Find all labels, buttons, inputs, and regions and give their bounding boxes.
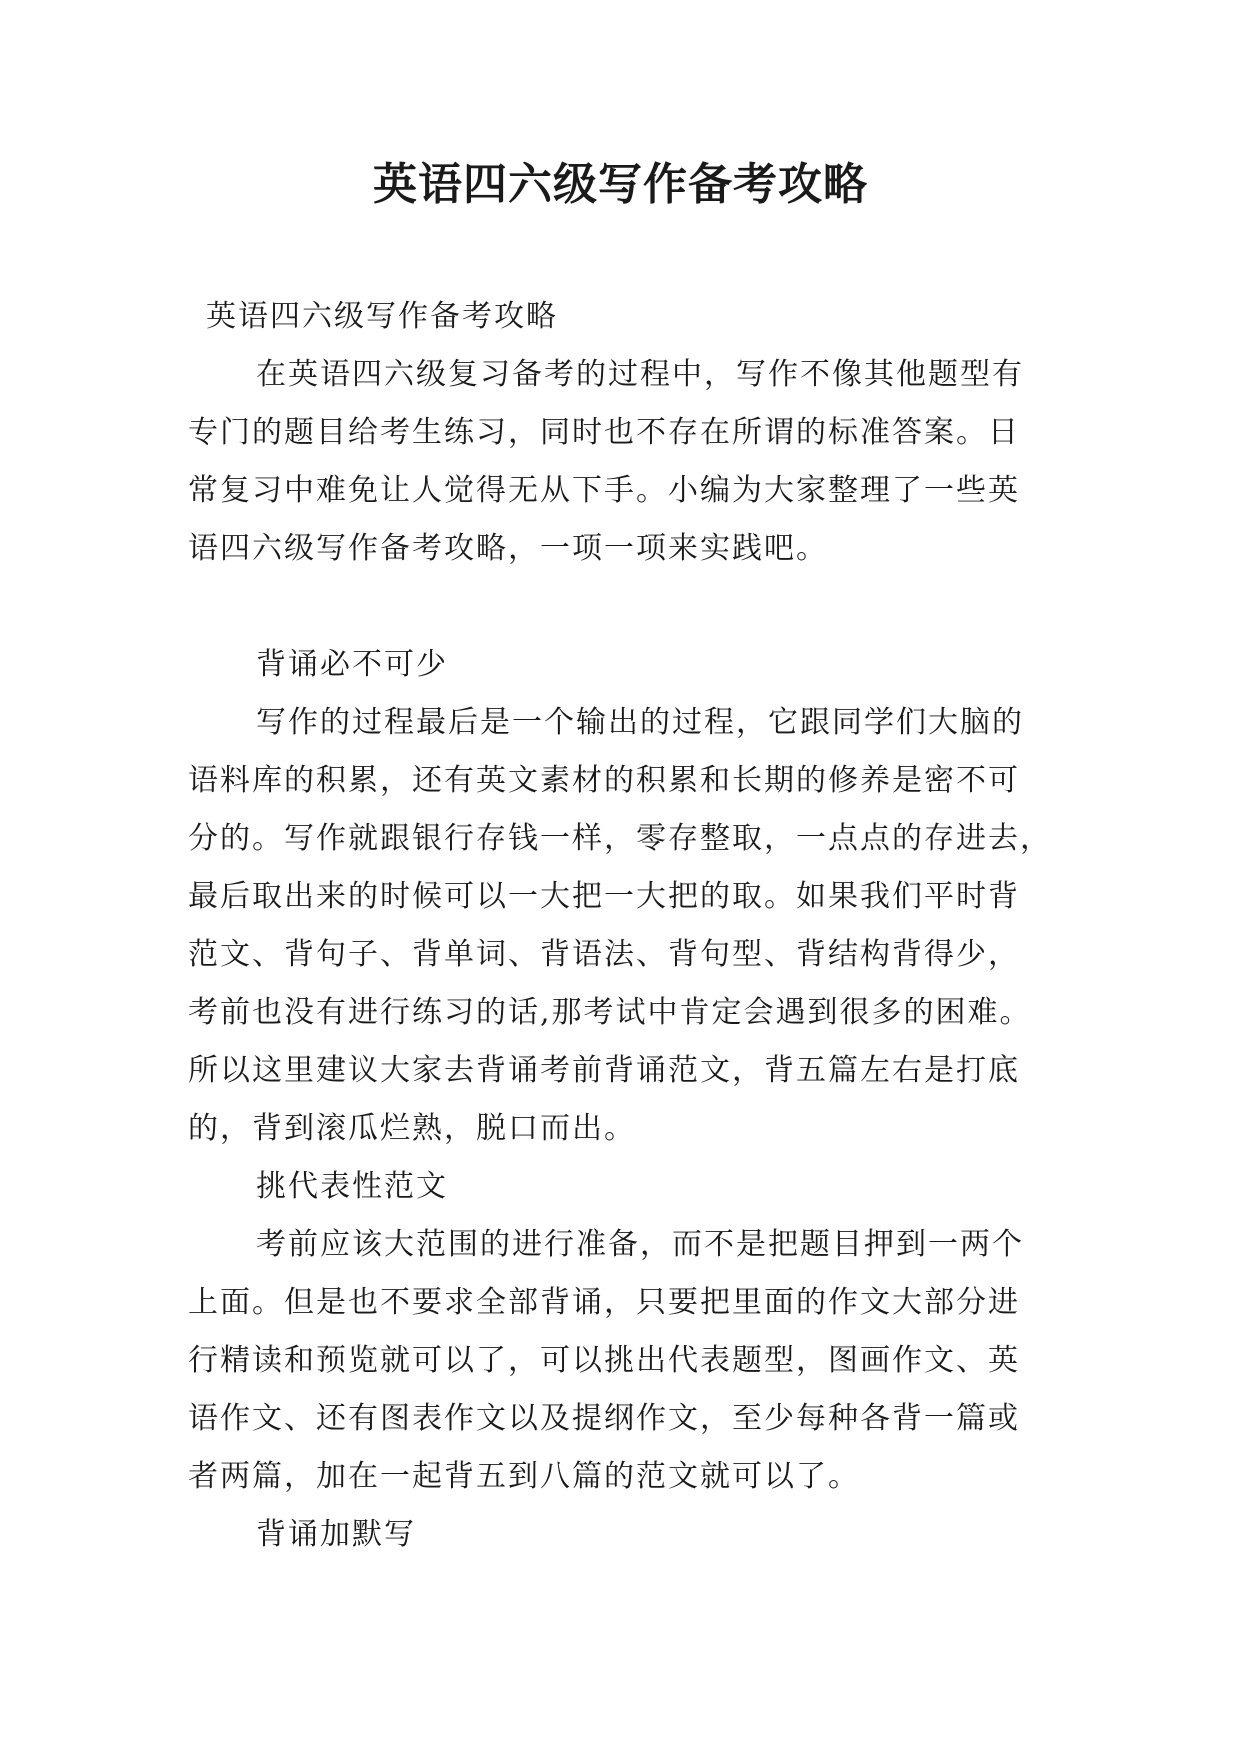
paragraph-line: 分的。写作就跟银行存钱一样，零存整取，一点点的存进去，: [188, 821, 1052, 856]
paragraph-line: 最后取出来的时候可以一大把一大把的取。如果我们平时背: [188, 879, 1020, 914]
paragraph-line: 所以这里建议大家去背诵考前背诵范文，背五篇左右是打底: [188, 1053, 1020, 1088]
paragraph-line: 考前应该大范围的进行准备，而不是把题目押到一两个: [256, 1227, 1024, 1262]
paragraph-line: 写作的过程最后是一个输出的过程，它跟同学们大脑的: [256, 705, 1024, 740]
intro-line: 专门的题目给考生练习，同时也不存在所谓的标准答案。日: [188, 415, 1020, 450]
section-recite-paragraph: [188, 694, 1068, 1158]
intro-line: 语四六级写作备考攻略，一项一项来实践吧。: [188, 531, 828, 566]
intro-line: 常复习中难免让人觉得无从下手。小编为大家整理了一些英: [188, 473, 1020, 508]
paragraph-line: 者两篇，加在一起背五到八篇的范文就可以了。: [188, 1459, 860, 1494]
paragraph-line: 行精读和预览就可以了，可以挑出代表题型，图画作文、英: [188, 1343, 1020, 1378]
section-heading-representative: 挑代表性范文: [256, 1169, 448, 1204]
paragraph-gap: [188, 578, 1068, 636]
paragraph-line: 的，背到滚瓜烂熟，脱口而出。: [188, 1111, 636, 1146]
intro-line: 在英语四六级复习备考的过程中，写作不像其他题型有: [256, 357, 1024, 392]
intro-paragraph: [188, 346, 1068, 578]
document-subtitle: 英语四六级写作备考攻略: [206, 299, 558, 334]
paragraph-line: 考前也没有进行练习的话,那考试中肯定会遇到很多的困难。: [188, 995, 1032, 1030]
section-representative-paragraph: [188, 1216, 1068, 1506]
document-body: [188, 288, 1068, 1564]
paragraph-line: 语料库的积累，还有英文素材的积累和长期的修养是密不可: [188, 763, 1020, 798]
section-heading-dictation: 背诵加默写: [256, 1517, 416, 1552]
paragraph-line: 上面。但是也不要求全部背诵，只要把里面的作文大部分进: [188, 1285, 1020, 1320]
paragraph-line: 语作文、还有图表作文以及提纲作文，至少每种各背一篇或: [188, 1401, 1020, 1436]
section-heading-recite: 背诵必不可少: [256, 647, 448, 682]
document-title: 英语四六级写作备考攻略: [373, 159, 868, 210]
paragraph-line: 范文、背句子、背单词、背语法、背句型、背结构背得少，: [188, 937, 1020, 972]
